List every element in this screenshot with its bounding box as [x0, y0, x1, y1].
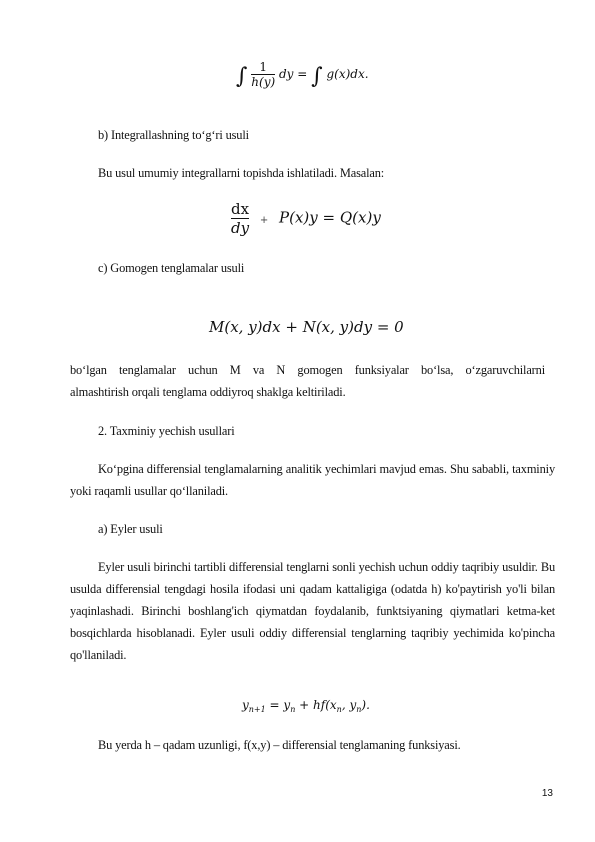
section-heading-approximate: 2. Taxminiy yechish usullari	[98, 424, 235, 438]
subheading-euler: a) Eyler usuli	[98, 522, 163, 536]
paragraph-homogeneous-line2: almashtirish orqali tenglama oddiyroq shaklga keltiriladi.	[70, 385, 346, 399]
formula-integral-separation: ∫ $\frac{1}{h(y)}$ dy = ∫ g(x)dx.	[236, 60, 369, 89]
subheading-homogeneous: c) Gomogen tenglamalar usuli	[98, 261, 245, 275]
subheading-direct-integration: b) Integrallashning to‘g‘ri usuli	[98, 128, 249, 142]
formula-linear-equation: $\frac{dx}{dy}$ + P(x)y = Q(x)y	[231, 200, 381, 237]
paragraph-explanation: Bu yerda h – qadam uzunligi, f(x,y) – differensial tenglamaning funksiyasi.	[98, 738, 461, 752]
fraction: $\frac{1}{h(y)}$	[251, 60, 276, 89]
integral-sign: ∫	[311, 64, 323, 89]
formula-euler: $y_{n+1} = y_n + hf(x_n$, $y_n$).	[242, 698, 370, 714]
page-number: 13	[541, 788, 553, 799]
integral-sign: ∫	[236, 64, 248, 89]
formula-homogeneous: M(x, y)dx + N(x, y)dy = 0	[209, 318, 404, 336]
paragraph-homogeneous-line1: bo‘lgan tenglamalar uchun M va N gomogen funksiyalar bo‘lsa, o‘zgaruvchilarni	[70, 363, 545, 377]
paragraph-intro: Bu usul umumiy integrallarni topishda ishlatiladi. Masalan:	[98, 166, 385, 180]
paragraph-euler: Eyler usuli birinchi tartibli differensial tenglarni sonli yechish uchun oddiy taqribiy usuldir. Bu usulda differensial tengdagi hosila ifodasi uni qadam kattaligiga (odatda h) ko'paytirish yo'li bilan yaqinlashadi. Birinchi boshlang'ich qiymatdan foydalanib, funktsiyaning qiymatlari ketma-ket bosqichlarda hisoblanadi. Eyler usuli oddiy differensial tenglarning taqribiy yechimida ko'pincha qo'llaniladi.	[70, 560, 555, 662]
fraction: $\frac{dx}{dy}$	[231, 200, 250, 237]
paragraph-approximate: Ko‘pgina differensial tenglamalarning analitik yechimlari mavjud emas. Shu sababli, taxminiy yoki raqamli usullar qo‘llaniladi.	[70, 462, 555, 498]
